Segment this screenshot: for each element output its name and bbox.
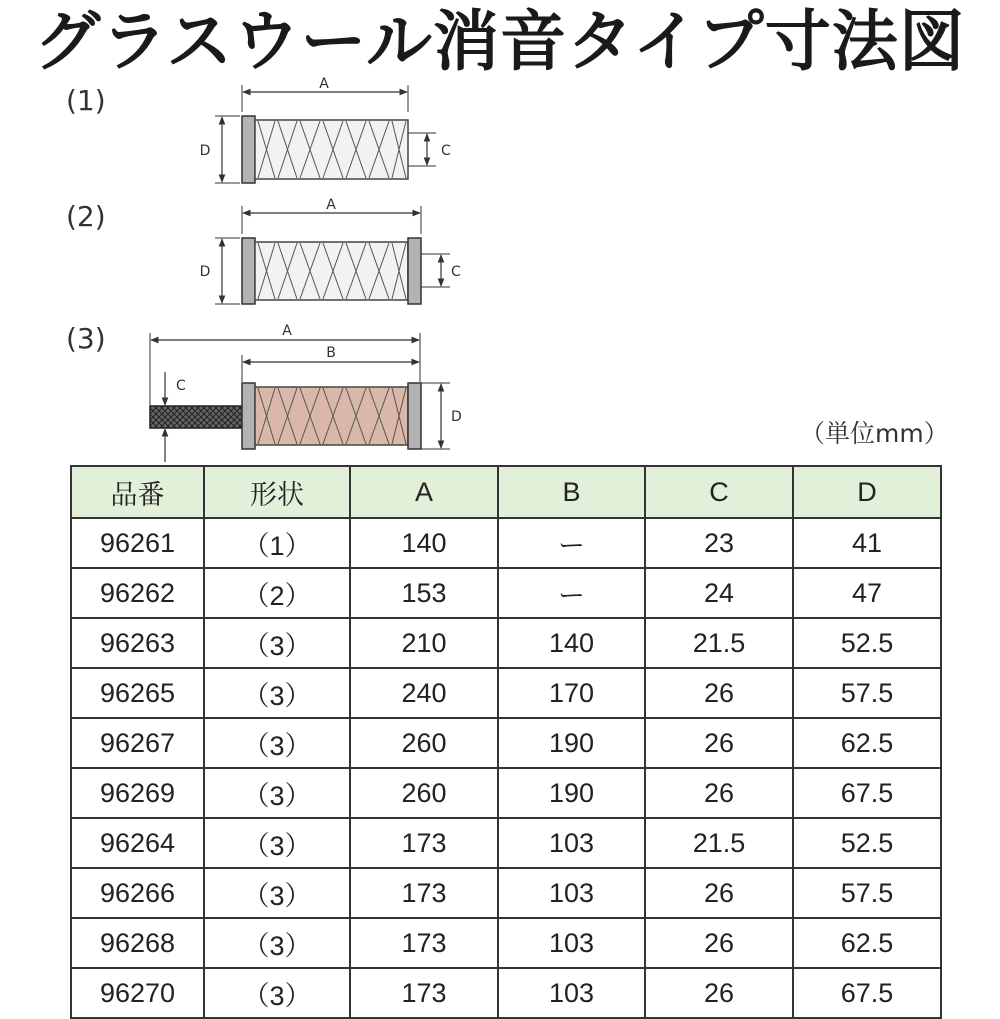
figure-3-label: (3) xyxy=(66,322,106,355)
cell-a: 173 xyxy=(350,968,498,1018)
cell-part-number: 96268 xyxy=(71,918,204,968)
cell-b: ー xyxy=(498,518,645,568)
fig1-dim-a: A xyxy=(319,76,329,92)
header-part-number: 品番 xyxy=(71,466,204,518)
figure-2-label: (2) xyxy=(66,200,106,233)
table-row xyxy=(71,968,941,1018)
cell-b: 190 xyxy=(498,768,645,818)
cell-b: ー xyxy=(498,568,645,618)
table-row xyxy=(71,518,941,568)
header-shape: 形状 xyxy=(204,466,350,518)
cell-c: 21.5 xyxy=(645,818,793,868)
header-c: C xyxy=(645,466,793,518)
cell-c: 26 xyxy=(645,918,793,968)
figure-1-label: (1) xyxy=(66,84,106,117)
cell-part-number: 96264 xyxy=(71,818,204,868)
table-row xyxy=(71,618,941,668)
cell-d: 52.5 xyxy=(793,618,941,668)
table-row xyxy=(71,718,941,768)
fig3-dim-b: B xyxy=(326,345,336,361)
spec-table xyxy=(70,465,942,1019)
header-d: D xyxy=(793,466,941,518)
cell-d: 57.5 xyxy=(793,868,941,918)
cell-shape: （3） xyxy=(204,968,350,1018)
cell-b: 103 xyxy=(498,968,645,1018)
table-row xyxy=(71,668,941,718)
cell-d: 47 xyxy=(793,568,941,618)
fig2-dim-a: A xyxy=(326,197,336,213)
cell-b: 170 xyxy=(498,668,645,718)
cell-c: 26 xyxy=(645,668,793,718)
end-cap xyxy=(242,116,255,183)
fig1-dim-d: D xyxy=(199,143,211,159)
cell-b: 103 xyxy=(498,868,645,918)
table-body xyxy=(71,518,941,1018)
fig2-dim-d: D xyxy=(199,264,211,280)
cell-shape: （1） xyxy=(204,518,350,568)
cell-shape: （3） xyxy=(204,768,350,818)
cell-d: 52.5 xyxy=(793,818,941,868)
cell-a: 140 xyxy=(350,518,498,568)
cell-d: 62.5 xyxy=(793,918,941,968)
cell-d: 41 xyxy=(793,518,941,568)
cell-a: 260 xyxy=(350,768,498,818)
table-row xyxy=(71,768,941,818)
cell-part-number: 96261 xyxy=(71,518,204,568)
fig1-dim-c: C xyxy=(441,143,451,159)
cell-b: 140 xyxy=(498,618,645,668)
table-row xyxy=(71,918,941,968)
dimension-diagrams xyxy=(0,0,1000,465)
cell-part-number: 96266 xyxy=(71,868,204,918)
cell-c: 26 xyxy=(645,968,793,1018)
cell-c: 26 xyxy=(645,718,793,768)
cell-a: 173 xyxy=(350,818,498,868)
cell-c: 26 xyxy=(645,868,793,918)
header-b: B xyxy=(498,466,645,518)
cell-d: 62.5 xyxy=(793,718,941,768)
cell-a: 173 xyxy=(350,918,498,968)
cell-b: 103 xyxy=(498,818,645,868)
cell-b: 103 xyxy=(498,918,645,968)
figure-3-drawing xyxy=(150,323,462,462)
cell-d: 57.5 xyxy=(793,668,941,718)
end-cap xyxy=(408,383,421,449)
fig3-dim-d: D xyxy=(451,409,462,425)
cell-a: 240 xyxy=(350,668,498,718)
cell-shape: （3） xyxy=(204,618,350,668)
cell-part-number: 96269 xyxy=(71,768,204,818)
figure-1-drawing xyxy=(200,76,451,183)
end-cap xyxy=(242,238,255,304)
figure-2-drawing xyxy=(200,197,461,304)
cell-a: 210 xyxy=(350,618,498,668)
cell-part-number: 96270 xyxy=(71,968,204,1018)
cell-d: 67.5 xyxy=(793,768,941,818)
table-row xyxy=(71,568,941,618)
fig3-dim-c: C xyxy=(176,378,186,394)
cell-c: 26 xyxy=(645,768,793,818)
cell-c: 21.5 xyxy=(645,618,793,668)
end-cap xyxy=(408,238,421,304)
unit-note: （単位mm） xyxy=(800,419,949,448)
glasswool-body xyxy=(255,242,408,300)
cell-shape: （3） xyxy=(204,918,350,968)
cell-a: 153 xyxy=(350,568,498,618)
table-header-row xyxy=(71,466,941,518)
header-a: A xyxy=(350,466,498,518)
cell-shape: （2） xyxy=(204,568,350,618)
cell-c: 24 xyxy=(645,568,793,618)
glasswool-body xyxy=(255,387,408,445)
table-row xyxy=(71,818,941,868)
threaded-shaft xyxy=(150,406,242,428)
cell-a: 260 xyxy=(350,718,498,768)
cell-part-number: 96262 xyxy=(71,568,204,618)
cell-a: 173 xyxy=(350,868,498,918)
cell-part-number: 96263 xyxy=(71,618,204,668)
cell-shape: （3） xyxy=(204,668,350,718)
cell-part-number: 96265 xyxy=(71,668,204,718)
cell-c: 23 xyxy=(645,518,793,568)
page-title: グラスウール消音タイプ寸法図 xyxy=(34,3,966,80)
table-row xyxy=(71,868,941,918)
cell-b: 190 xyxy=(498,718,645,768)
cell-shape: （3） xyxy=(204,868,350,918)
cell-part-number: 96267 xyxy=(71,718,204,768)
fig3-dim-a: A xyxy=(282,323,292,339)
end-cap xyxy=(242,383,255,449)
cell-shape: （3） xyxy=(204,818,350,868)
fig2-dim-c: C xyxy=(451,264,461,280)
cell-shape: （3） xyxy=(204,718,350,768)
glasswool-body xyxy=(255,120,408,179)
cell-d: 67.5 xyxy=(793,968,941,1018)
